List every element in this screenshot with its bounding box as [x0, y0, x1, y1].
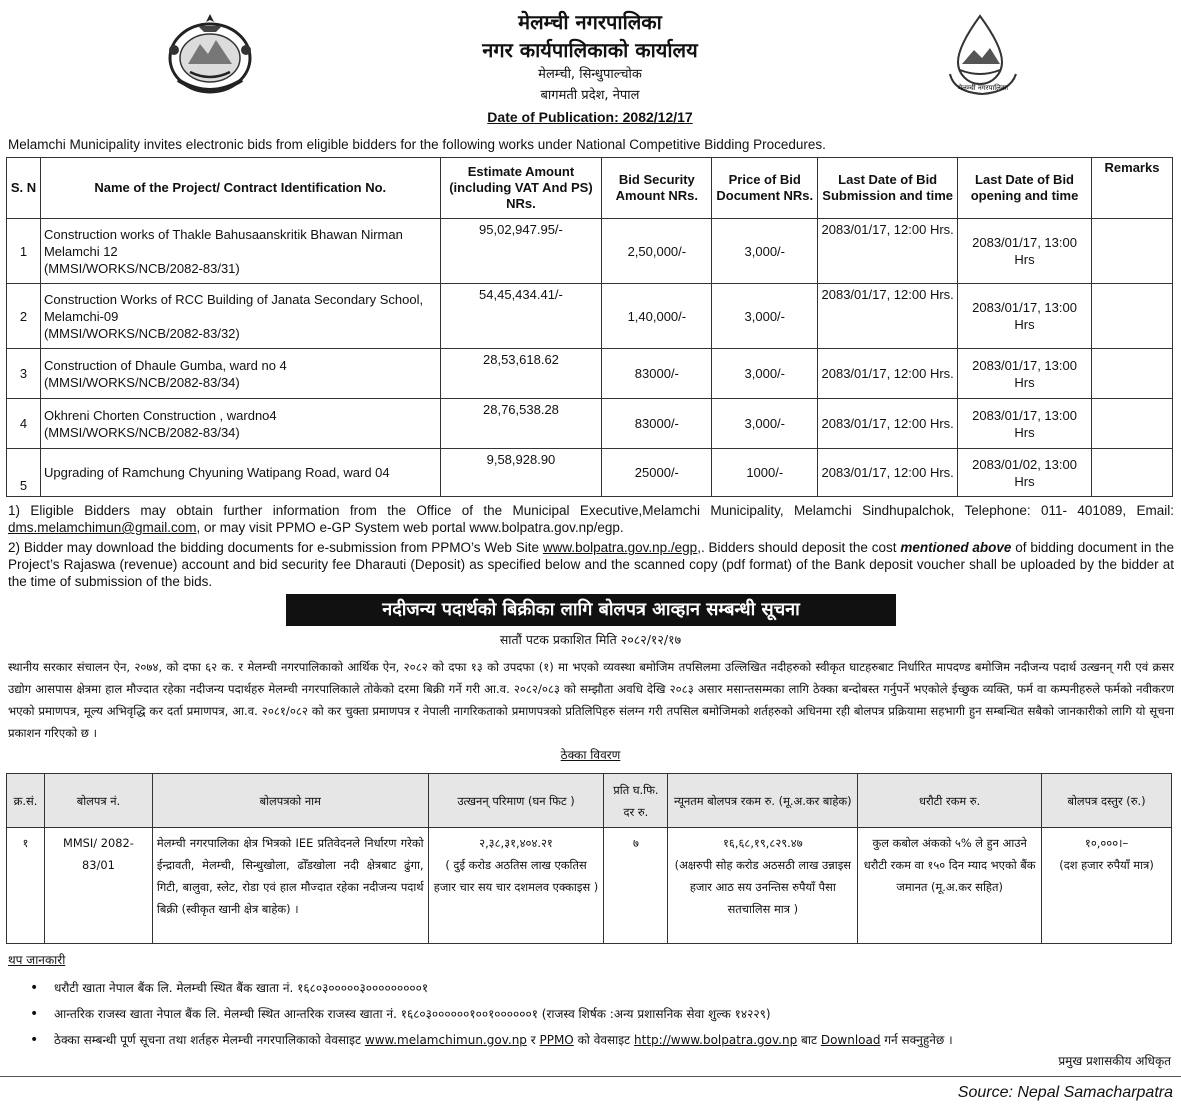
col-opening: Last Date of Bid opening and time [958, 158, 1092, 219]
row-opening: 2083/01/02, 13:00 Hrs [958, 449, 1092, 497]
sale-table-header-row [7, 774, 1172, 828]
project-name: Construction of Dhaule Gumba, ward no 4 [43, 357, 287, 373]
col-sale-rate: प्रति घ.फि. दर रु. [604, 774, 668, 828]
extra-info-list [30, 975, 1170, 1053]
row-sn: 4 [7, 399, 41, 449]
row-submission: 2083/01/17, 12:00 Hrs. [818, 449, 958, 497]
row-sn: 1 [7, 219, 41, 284]
sale-rate: ७ [604, 828, 668, 944]
sale-fee: १०,०००।– (दश हजार रुपैयाँ मात्र) [1042, 828, 1172, 944]
row-project [40, 399, 440, 449]
sale-table [6, 773, 1172, 944]
col-sale-sn: क्र.सं. [7, 774, 45, 828]
row-estimate: 95,02,947.95/- [440, 219, 602, 284]
row-doc-price: 3,000/- [712, 349, 818, 399]
sale-deposit: कुल कबोल अंकको ५% ले हुन आउने धरौटी रकम वा १५० दिन म्याद भएको बैंक जमानत (मू.अ.कर सहित) [858, 828, 1042, 944]
row-sn: 5 [7, 449, 41, 497]
col-sale-min-amount: न्यूनतम बोलपत्र रकम रु. (मू.अ.कर बाहेक) [668, 774, 858, 828]
row-doc-price: 1000/- [712, 449, 818, 497]
contract-id: (MMSI/WORKS/NCB/2082-83/34) [43, 374, 240, 390]
table-row [7, 349, 1173, 399]
row-opening: 2083/01/17, 13:00 Hrs [958, 284, 1092, 349]
list-item: • आन्तरिक राजस्व खाता नेपाल बैंक लि. मेलम्ची स्थित आन्तरिक राजस्व खाता नं. १६८०३००००००१००१००००००१ (राजस्व शिर्षक :अन्य प्रशासनिक सेवा शुल्क १४२२९) [30, 1001, 1170, 1027]
row-opening: 2083/01/17, 13:00 Hrs [958, 349, 1092, 399]
intro-text: Melamchi Municipality invites electronic bids from eligible bidders for the following works under National Competitive Bidding Procedures. [8, 137, 826, 152]
table-row [7, 399, 1173, 449]
ppmo-link[interactable]: PPMO [539, 1033, 574, 1047]
contract-id: (MMSI/WORKS/NCB/2082-83/32) [43, 325, 240, 341]
office-heading [300, 8, 880, 127]
col-doc-price: Price of Bid Document NRs. [712, 158, 818, 219]
col-sale-deposit: धरौटी रकम रु. [858, 774, 1042, 828]
col-sale-fee: बोलपत्र दस्तुर (रु.) [1042, 774, 1172, 828]
col-sn: S. N [7, 158, 41, 219]
row-remarks [1091, 219, 1172, 284]
col-security: Bid Security Amount NRs. [602, 158, 712, 219]
project-name: Okhreni Chorten Construction , wardno4 [43, 407, 277, 423]
project-name: Upgrading of Ramchung Chyuning Watipang Road, ward 04 [43, 465, 390, 480]
nepal-emblem-icon [160, 10, 260, 102]
sale-min-amount: १६,६८,१९,८२९.४७ (अक्षरुपी सोह करोड अठसठी लाख उन्नाइस हजार आठ सय उनन्तिस रुपैयाँ पैसा सतचालिस मात्र ) [668, 828, 858, 944]
sale-name: मेलम्ची नगरपालिका क्षेत्र भित्रको IEE प्रतिवेदनले निर्धारण गरेको ईन्द्रावती, मेलम्ची, सिन्धुखोला, ढोँडखोला नदी क्षेत्रबाट ढुंगा, गिटी, बालुवा, स्लेट, रोडा एवं हाल मौज्दात रहेका नदीजन्य पदार्थ बिक्री (स्वीकृत खानी क्षेत्र बाहेक) । [152, 828, 428, 944]
row-submission: 2083/01/17, 12:00 Hrs. [818, 349, 958, 399]
logo-caption: मेलम्ची नगरपालिका [957, 84, 1009, 92]
col-sale-name: बोलपत्रको नाम [152, 774, 428, 828]
row-submission: 2083/01/17, 12:00 Hrs. [818, 284, 958, 349]
email-link[interactable]: dms.melamchimun@gmail.com [8, 520, 197, 535]
col-sale-quantity: उत्खनन् परिमाण (घन फिट ) [428, 774, 604, 828]
municipality-website-link[interactable]: www.melamchimun.gov.np [364, 1033, 527, 1047]
extra-info-title: थप जानकारी [8, 953, 66, 967]
row-remarks [1091, 399, 1172, 449]
row-remarks [1091, 349, 1172, 399]
egp-link[interactable]: www.bolpatra.gov.np./egp [542, 540, 698, 555]
row-estimate: 9,58,928.90 [440, 449, 602, 497]
row-security: 83000/- [602, 399, 712, 449]
row-sn: 3 [7, 349, 41, 399]
row-opening: 2083/01/17, 13:00 Hrs [958, 219, 1092, 284]
row-doc-price: 3,000/- [712, 399, 818, 449]
note-1: 1) Eligible Bidders may obtain further information from the Office of the Municipal Executive,Melamchi Municipality, Melamchi Sindhupalchok, Telephone: 011- 401089, Email: dms.melamchimun@gmail.com, or may visit PPMO e-GP System web portal www.bolpatra.gov.np/egp. [8, 503, 1174, 535]
row-remarks [1091, 449, 1172, 497]
sale-sn: १ [7, 828, 45, 944]
municipality-logo-icon [940, 12, 1026, 98]
sale-quantity: २,३८,३१,४०४.२१ ( दुई करोड अठतिस लाख एकतिस हजार चार सय चार दशमलव एक्काइस ) [428, 828, 604, 944]
table-row [7, 284, 1173, 349]
row-opening: 2083/01/17, 13:00 Hrs [958, 399, 1092, 449]
contract-details-title: ठेक्का विवरण [560, 748, 621, 762]
contract-id: (MMSI/WORKS/NCB/2082-83/34) [43, 424, 240, 440]
table-row [7, 828, 1172, 944]
col-remarks: Remarks [1091, 158, 1172, 219]
seventh-publication-date: सातौं पटक प्रकाशित मिति २०८२/१२/१७ [499, 632, 682, 647]
bid-table [6, 157, 1173, 497]
row-project [40, 219, 440, 284]
row-estimate: 28,53,618.62 [440, 349, 602, 399]
bid-table-header-row [7, 158, 1173, 219]
bid-notes [8, 502, 1174, 593]
list-item: • ठेक्का सम्बन्धी पूर्ण सूचना तथा शर्तहरु मेलम्ची नगरपालिकाको वेवसाइट www.melamchimun.gov.np र PPMO को वेवसाइट http://www.bolpatra.gov.np बाट Download गर्न सक्नुहुनेछ । [30, 1027, 1170, 1053]
row-security: 25000/- [602, 449, 712, 497]
sale-notice-banner: नदीजन्य पदार्थको बिक्रीका लागि बोलपत्र आव्हान सम्बन्धी सूचना [286, 594, 896, 626]
row-doc-price: 3,000/- [712, 219, 818, 284]
download-link[interactable]: Download [820, 1033, 881, 1047]
row-security: 83000/- [602, 349, 712, 399]
sale-notice-paragraph: स्थानीय सरकार संचालन ऐन, २०७४, को दफा ६२ क. र मेलम्ची नगरपालिकाको आर्थिक ऐन, २०८२ को दफा १३ को उपदफा (१) मा भएको व्यवस्था बमोजिम तपसिलमा उल्लिखित नदीहरुको स्वीकृत घाटहरुबाट निर्धारित मापदण्ड बमोजिम नदीजन्य पदार्थ उत्खनन् गरी एवं क्रसर उद्योग आसपास क्षेत्रमा हाल मौज्दात रहेका नदीजन्य पदार्थहरु मेलम्ची नगरपालिकाले तोकेको दरमा बिक्री गर्ने गरी आ.व. २०८२/०८३ को सम्झौता अवधि देखि २०८३ असार मसान्तसम्मका लागि ठेक्का बन्दोबस्त गर्नुपर्ने भएकोले ईच्छुक व्यक्ति, फर्म वा कम्पनीहरुले फर्मको नवीकरण भएको प्रमाणपत्र, मूल्य अभिवृद्धि कर दर्ता प्रमाणपत्र, आ.व. २०८१/०८२ को कर चुक्ता प्रमाणपत्र र नेपाली नागरिकताको प्रमाणपत्रको प्रतिलिपिहरु संलग्न गरी तपसिल बमोजिमको शर्तहरुको अधिनमा रही बोलपत्र प्रक्रियामा सहभागी हुन सम्बन्धित सबैको जानकारीको लागि यो सूचना प्रकाशन गरिएको छ । [8, 660, 1174, 740]
row-remarks [1091, 284, 1172, 349]
publication-date: Date of Publication: 2082/12/17 [487, 109, 693, 125]
col-submission: Last Date of Bid Submission and time [818, 158, 958, 219]
list-item: • धरौटी खाता नेपाल बैंक लि. मेलम्ची स्थित बैंक खाता नं. १६८०३०००००३०००००००००१ [30, 975, 1170, 1001]
sale-bid-no: MMSI/ 2082- 83/01 [44, 828, 152, 944]
row-estimate: 54,45,434.41/- [440, 284, 602, 349]
row-security: 2,50,000/- [602, 219, 712, 284]
notice-header [0, 0, 1181, 136]
row-submission: 2083/01/17, 12:00 Hrs. [818, 399, 958, 449]
table-row [7, 219, 1173, 284]
row-sn: 2 [7, 284, 41, 349]
bolpatra-link[interactable]: http://www.bolpatra.gov.np [634, 1033, 798, 1047]
office-province: बागमती प्रदेश, नेपाल [540, 88, 640, 103]
col-sale-bid-no: बोलपत्र नं. [44, 774, 152, 828]
row-project [40, 284, 440, 349]
col-estimate: Estimate Amount (including VAT And PS) NRs. [440, 158, 602, 219]
office-location: मेलम्ची, सिन्धुपाल्चोक [538, 67, 642, 82]
row-doc-price: 3,000/- [712, 284, 818, 349]
divider [0, 1076, 1181, 1077]
office-name: नगर कार्यपालिकाको कार्यालय [482, 38, 698, 62]
row-submission: 2083/01/17, 12:00 Hrs. [818, 219, 958, 284]
row-estimate: 28,76,538.28 [440, 399, 602, 449]
table-row [7, 449, 1173, 497]
row-project [40, 349, 440, 399]
municipality-name: मेलम्ची नगरपालिका [518, 10, 662, 34]
project-name: Construction Works of RCC Building of Janata Secondary School, Melamchi-09 [43, 291, 424, 324]
row-project [40, 449, 440, 497]
note-2: 2) Bidder may download the bidding documents for e-submission from PPMO’s Web Site www.bolpatra.gov.np./egp,. Bidders should deposit the cost mentioned above of bidding document in the Project’s Rajaswa (revenue) account and bid security fee Dharauti (Deposit) as specified below and the scanned copy (pdf format) of the Bank deposit voucher shall be uploaded by the bidder at the time of submission of the bids. [8, 540, 1174, 589]
source-credit: Source: Nepal Samacharpatra [957, 1084, 1173, 1101]
project-name: Construction works of Thakle Bahusaanskritik Bhawan Nirman Melamchi 12 [43, 226, 403, 259]
col-project-name: Name of the Project/ Contract Identification No. [40, 158, 440, 219]
contract-id: (MMSI/WORKS/NCB/2082-83/31) [43, 260, 240, 276]
signature-title: प्रमुख प्रशासकीय अधिकृत [1058, 1054, 1171, 1068]
row-security: 1,40,000/- [602, 284, 712, 349]
